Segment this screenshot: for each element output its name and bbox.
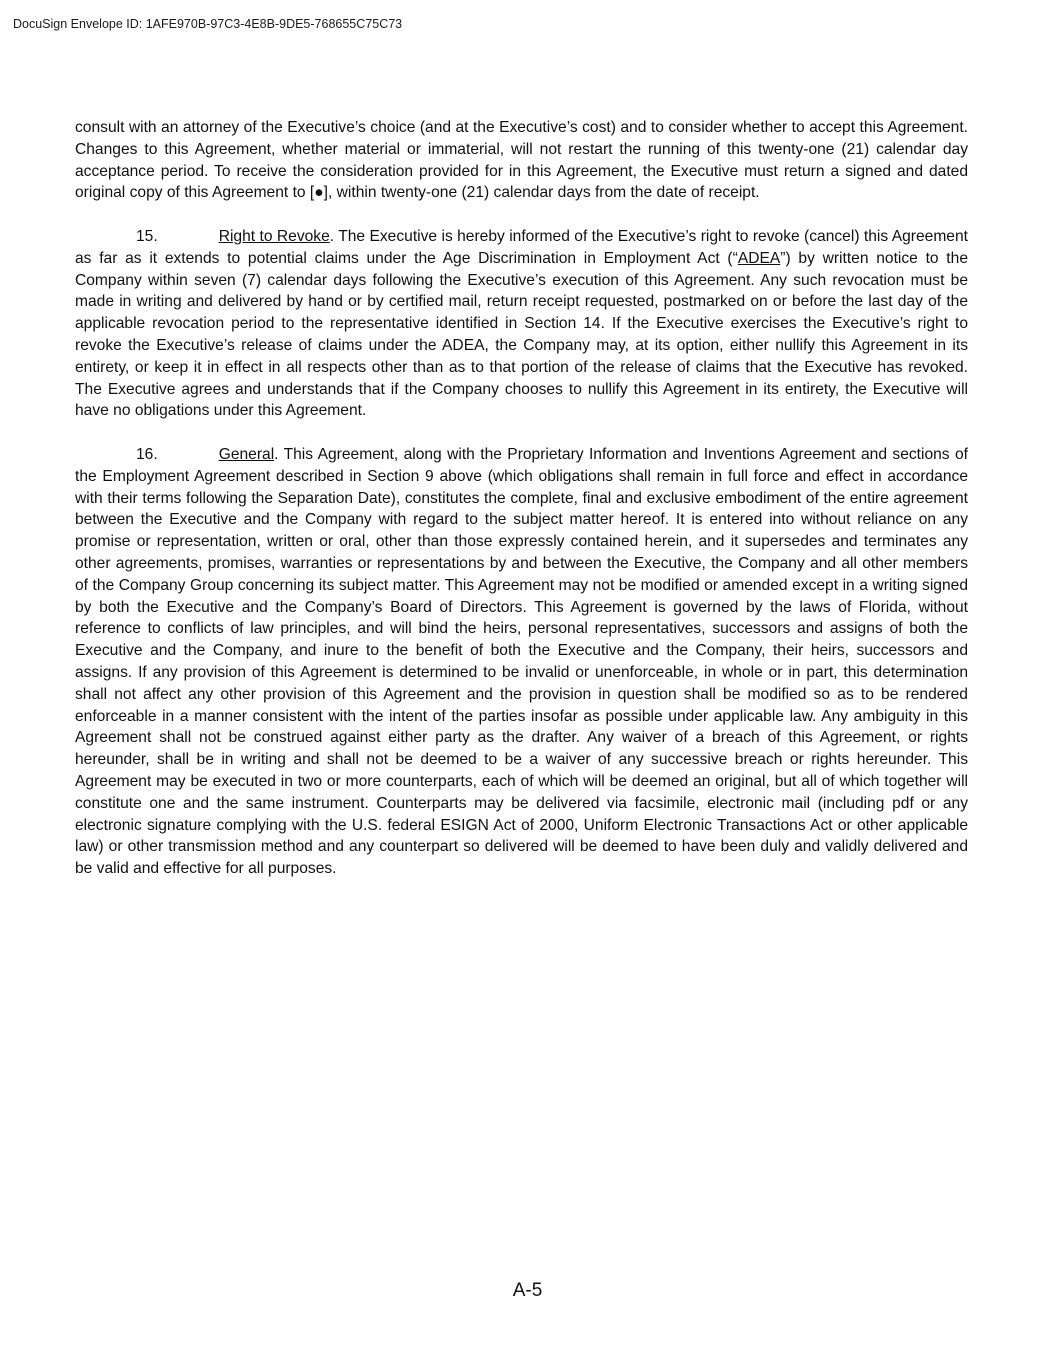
paragraph-text: consult with an attorney of the Executive’s choice (and at the Executive’s cost) and to consider whether to accept this Agreement. Changes to this Agreement, whether material or immaterial, will not restart the running of this twenty-one (21) calendar day acceptance period. To receive the consideration provided for in this Agreement, the Executive must return a signed and dated original copy of this Agreement to [●], within twenty-one (21) calendar days from the date of receipt. (75, 119, 968, 202)
defined-term-adea: ADEA (737, 249, 781, 267)
page-number: A-5 (512, 1280, 543, 1301)
docusign-envelope-id: DocuSign Envelope ID: 1AFE970B-97C3-4E8B-9DE5-768655C75C73 (13, 17, 403, 31)
section-text: . This Agreement, along with the Proprietary Information and Inventions Agreement and sections of the Employment Agreement described in Section 9 above (which obligations shall remain in full force and effect in accordance with their terms following the Separation Date), constitutes the complete, final and exclusive embodiment of the entire agreement between the Executive and the Company with regard to the subject matter hereof. It is entered into without reliance on any promise or representation, written or oral, other than those expressly contained herein, and it supersedes and terminates any other agreements, promises, warranties or representations by and between the Executive, the Company and all other members of the Company Group concerning its subject matter. This Agreement may not be modified or amended except in a writing signed by both the Executive and the Company’s Board of Directors. This Agreement is governed by the laws of Florida, without reference to conflicts of law principles, and will bind the heirs, personal representatives, successors and assigns of both the Executive and the Company, and inure to the benefit of both the Executive and the Company, their heirs, successors and assigns. If any provision of this Agreement is determined to be invalid or unenforceable, in whole or in part, this determination shall not affect any other provision of this Agreement and the provision in question shall be modified so as to be rendered enforceable in a manner consistent with the intent of the parties insofar as possible under applicable law. Any ambiguity in this Agreement shall not be construed against either party as the drafter. Any waiver of a breach of this Agreement, or rights hereunder, shall be in writing and shall not be deemed to be a waiver of any successive breach or rights hereunder. This Agreement may be executed in two or more counterparts, each of which will be deemed an original, but all of which together will constitute one and the same instrument. Counterparts may be delivered via facsimile, electronic mail (including pdf or any electronic signature complying with the U.S. federal ESIGN Act of 2000, Uniform Electronic Transactions Act or other applicable law) or other transmission method and any counterpart so delivered will be deemed to have been duly and validly delivered and be valid and effective for all purposes. (75, 445, 968, 878)
section-number: 16. (136, 445, 158, 463)
section-number: 15. (136, 227, 158, 245)
section-16-general (75, 444, 968, 880)
section-heading: Right to Revoke (218, 227, 330, 245)
section-text-part-2: ”) by written notice to the Company within seven (7) calendar days following the Executive’s execution of this Agreement. Any such revocation must be made in writing and delivered by hand or by certified mail, return receipt requested, postmarked on or before the last day of the applicable revocation period to the representative identified in Section 14. If the Executive exercises the Executive’s right to revoke the Executive’s release of claims under the ADEA, the Company may, at its option, either nullify this Agreement in its entirety, or keep it in effect in all respects other than as to that portion of the release of claims that the Executive has revoked. The Executive agrees and understands that if the Company chooses to nullify this Agreement in its entirety, the Executive will have no obligations under this Agreement. (75, 249, 968, 420)
section-heading: General (218, 445, 275, 463)
paragraph-continuation (75, 117, 968, 204)
document-body (75, 117, 968, 902)
section-text-part-1: . The Executive is hereby informed of the Executive’s right to revoke (cancel) this Agreement as far as it extends to potential claims under the Age Discrimination in Employment Act (“ (75, 227, 968, 267)
section-15-right-to-revoke (75, 226, 968, 422)
